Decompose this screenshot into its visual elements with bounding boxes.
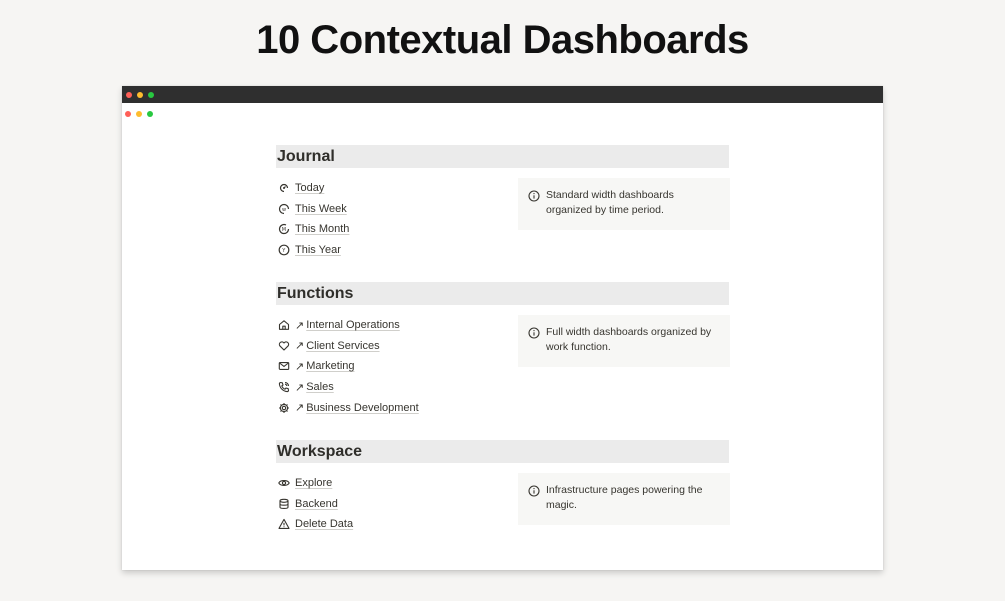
link-internal-operations[interactable] (276, 315, 419, 336)
svg-text:M: M (281, 227, 287, 234)
minimize-window-button[interactable] (137, 92, 143, 98)
item-label: This Month (295, 223, 350, 236)
inner-minimize-button[interactable] (136, 111, 142, 117)
today-clock-icon (278, 182, 290, 194)
link-delete-data[interactable] (276, 514, 353, 535)
callout-journal (518, 178, 730, 230)
item-label: Today (295, 182, 325, 195)
gear-icon (278, 402, 290, 414)
item-label: Sales (306, 381, 334, 394)
link-explore[interactable] (276, 473, 353, 494)
section-header-journal: Journal (276, 145, 729, 168)
item-label: Backend (295, 497, 338, 510)
eye-icon (278, 477, 290, 489)
section-header-functions: Functions (276, 282, 729, 305)
callout-functions (518, 315, 730, 367)
app-window (122, 86, 883, 570)
callout-text: Full width dashboards organized by work function. (546, 326, 712, 353)
link-this-year[interactable] (276, 240, 349, 261)
info-icon (528, 326, 540, 338)
window-titlebar (122, 86, 883, 103)
workspace-list (276, 473, 353, 535)
functions-list (276, 315, 419, 418)
heart-icon (278, 340, 290, 352)
year-circle-icon (278, 244, 290, 256)
item-label: Internal Operations (306, 319, 400, 332)
phone-icon (278, 381, 290, 393)
callout-text: Standard width dashboards organized by time period. (546, 189, 674, 216)
info-icon (528, 484, 540, 496)
svg-text:w: w (282, 206, 287, 213)
link-sales[interactable] (276, 377, 419, 398)
svg-text:Y: Y (282, 248, 286, 255)
link-backend[interactable] (276, 494, 353, 515)
maximize-window-button[interactable] (148, 92, 154, 98)
item-label: This Week (295, 202, 347, 215)
mail-icon (278, 360, 290, 372)
item-label: This Year (295, 244, 341, 257)
inner-close-button[interactable] (125, 111, 131, 117)
page-title: 10 Contextual Dashboards (256, 18, 749, 62)
link-arrow-icon: ↗ (295, 402, 305, 415)
close-window-button[interactable] (126, 92, 132, 98)
link-arrow-icon: ↗ (295, 319, 305, 332)
item-label: Explore (295, 477, 333, 490)
section-header-workspace: Workspace (276, 440, 729, 463)
journal-list (276, 178, 349, 260)
link-arrow-icon: ↗ (295, 360, 305, 373)
warning-icon (278, 518, 290, 530)
home-icon (278, 319, 290, 331)
info-icon (528, 189, 540, 201)
item-label: Marketing (306, 360, 355, 373)
link-this-month[interactable] (276, 219, 349, 240)
link-arrow-icon: ↗ (295, 381, 305, 394)
callout-text: Infrastructure pages powering the magic. (546, 484, 703, 511)
item-label: Business Development (306, 401, 419, 414)
section-functions (276, 282, 729, 415)
item-label: Delete Data (295, 518, 354, 531)
window-controls (126, 92, 154, 98)
database-icon (278, 498, 290, 510)
link-today[interactable] (276, 178, 349, 199)
item-label: Client Services (306, 339, 380, 352)
section-journal (276, 145, 729, 257)
link-arrow-icon: ↗ (295, 340, 305, 353)
inner-maximize-button[interactable] (147, 111, 153, 117)
link-marketing[interactable] (276, 356, 419, 377)
inner-window-controls (125, 111, 153, 117)
callout-workspace (518, 473, 730, 525)
link-business-development[interactable] (276, 397, 419, 418)
link-client-services[interactable] (276, 336, 419, 357)
link-this-week[interactable] (276, 199, 349, 220)
week-clock-icon (278, 203, 290, 215)
month-clock-icon (278, 223, 290, 235)
section-workspace (276, 440, 729, 531)
